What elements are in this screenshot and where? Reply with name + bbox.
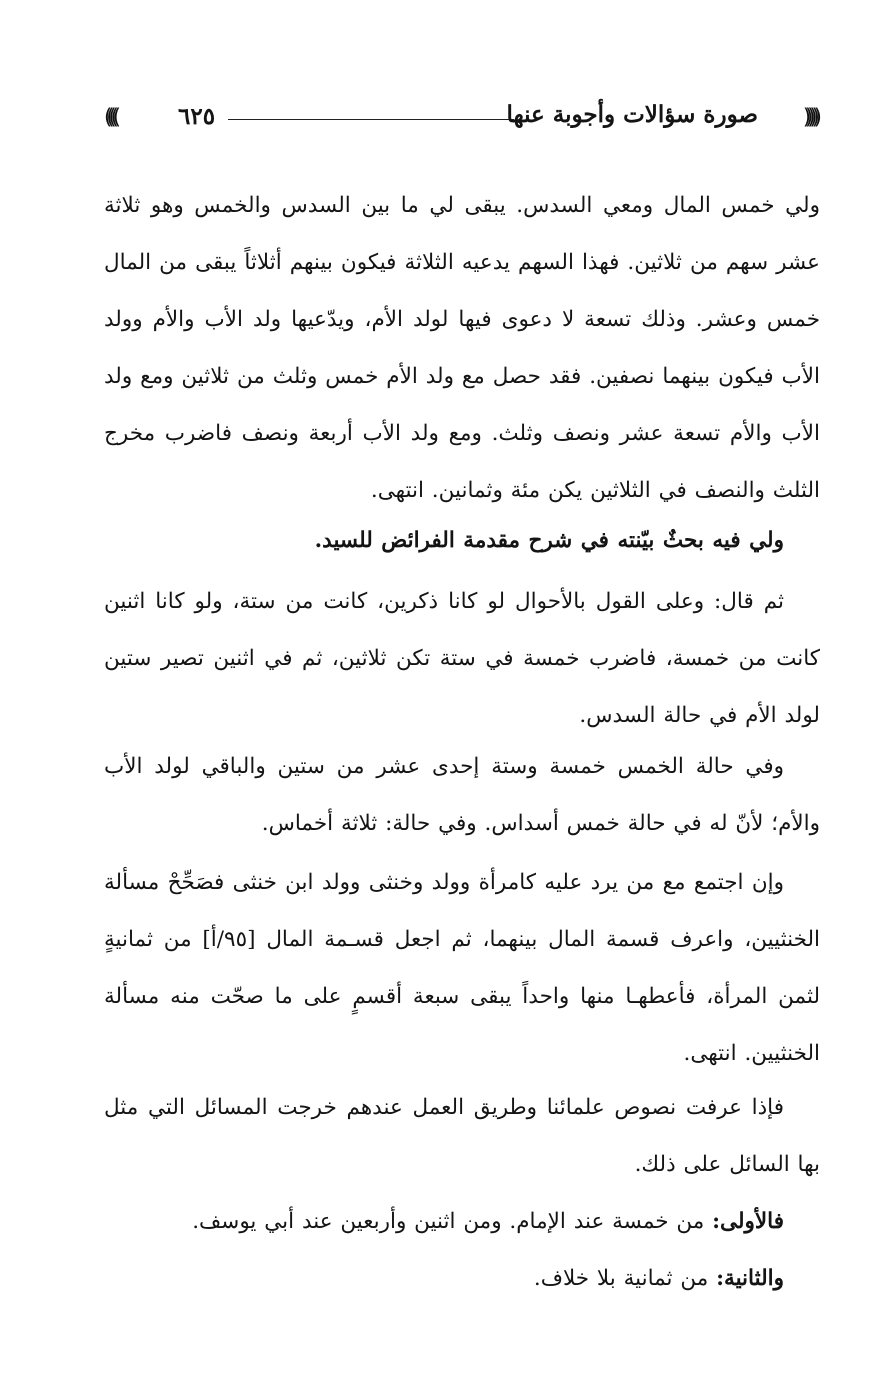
paragraph-8-lead: والثانية:: [716, 1266, 784, 1291]
paragraph-7: [104, 1193, 820, 1250]
paragraph-1: [104, 177, 820, 519]
paragraph-7-text: [104, 1193, 820, 1250]
paragraph-8-text: [104, 1250, 820, 1307]
paragraph-6: [104, 1079, 820, 1193]
paragraph-8-rest: من ثمانية بلا خلاف.: [533, 1266, 717, 1291]
paragraph-4-text: وفي حالة الخمس خمسة وستة إحدى عشر من ستين والباقي لولد الأب والأم؛ لأنّ له في حالة خمس أسداس. وفي حالة: ثلاثة أخماس.: [104, 754, 820, 836]
paragraph-8: [104, 1250, 820, 1307]
page-number: ٦٢٥: [178, 103, 216, 130]
header-rule: [228, 119, 514, 120]
paragraph-3: [104, 573, 820, 744]
paragraph-2-text: ولي فيه بحثٌ بيّنته في شرح مقدمة الفرائض للسيد.: [314, 528, 784, 553]
header-left-ornament: (((((: [104, 105, 115, 129]
paragraph-3-text: ثم قال: وعلى القول بالأحوال لو كانا ذكرين، كانت من ستة، ولو كانا اثنين كانت من خمسة، فاضرب خمسة في ستة تكن ثلاثين، ثم في اثنين تصير ستين لولد الأم في حالة السدس.: [104, 589, 820, 728]
paragraph-5-text: وإن اجتمع مع من يرد عليه كامرأة وولد وخنثى وولد ابن خنثى فصَحِّحْ مسألة الخنثيين، واعرف قسمة المال بينهما، ثم اجعل قسـمة المال [٩٥/أ] من ثمانيةٍ لثمن المرأة، فأعطهـا منها واحداً يبقى سبعة أقسمٍ على ما صحّت منه مسألة الخنثيين. انتهى.: [104, 870, 820, 1066]
running-header: [104, 98, 820, 142]
paragraph-2: [104, 512, 820, 569]
paragraph-5: [104, 854, 820, 1082]
paragraph-7-lead: فالأولى:: [712, 1209, 784, 1234]
paragraph-4: [104, 738, 820, 852]
paragraph-7-rest: من خمسة عند الإمام. ومن اثنين وأربعين عند أبي يوسف.: [192, 1209, 713, 1234]
paragraph-1-text: ولي خمس المال ومعي السدس. يبقى لي ما بين السدس والخمس وهو ثلاثة عشر سهم من ثلاثين. فهذا السهم يدعيه الثلاثة فيكون بينهم أثلاثاً يبقى من المال خمس وعشر. وذلك تسعة لا دعوى فيها لولد الأم، ويدّعيها ولد الأب والأم وولد الأب فيكون بينهما نصفين. فقد حصل مع ولد الأم خمس وثلث من ثلاثين ومع ولد الأب والأم تسعة عشر ونصف وثلث. ومع ولد الأب أربعة ونصف فاضرب مخرج الثلث والنصف في الثلاثين يكن مئة وثمانين. انتهى.: [104, 193, 820, 503]
running-title: صورة سؤالات وأجوبة عنها: [506, 101, 758, 128]
paragraph-6-text: فإذا عرفت نصوص علمائنا وطريق العمل عندهم خرجت المسائل التي مثل بها السائل على ذلك.: [104, 1095, 820, 1177]
header-right-ornament: )))))): [802, 105, 816, 129]
